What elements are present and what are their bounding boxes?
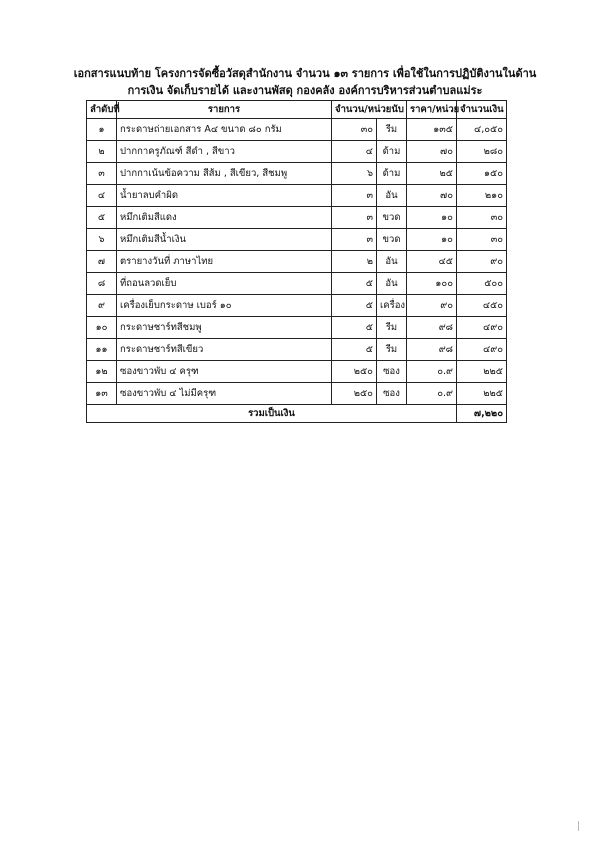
row-item-name: ซองขาวพับ ๔ ครุฑ	[117, 361, 332, 383]
row-unit: รีม	[377, 339, 407, 361]
row-unit-price: ๙๐	[407, 295, 457, 317]
row-amount: ๒๘๐	[457, 141, 507, 163]
page-corner-mark	[578, 821, 585, 831]
column-header-no: ลำดับที่	[87, 101, 117, 119]
row-unit: ด้าม	[377, 163, 407, 185]
row-amount: ๒๒๕	[457, 361, 507, 383]
table-row	[87, 141, 507, 163]
row-amount: ๒๑๐	[457, 185, 507, 207]
row-item-name: หมึกเติมสีแดง	[117, 207, 332, 229]
row-item-name: กระดาษชาร์ทสีชมพู	[117, 317, 332, 339]
row-unit-price: ๗๐	[407, 185, 457, 207]
row-unit-price: ๑๐	[407, 207, 457, 229]
table-row	[87, 251, 507, 273]
column-header-unit-price: ราคา/หน่วย	[407, 101, 457, 119]
row-unit-price: ๑๐	[407, 229, 457, 251]
row-number: ๑๓	[87, 383, 117, 405]
row-unit: อัน	[377, 185, 407, 207]
row-quantity: ๓๐	[332, 119, 377, 141]
row-amount: ๔,๐๕๐	[457, 119, 507, 141]
row-unit-price: ๙๘	[407, 317, 457, 339]
row-unit: รีม	[377, 119, 407, 141]
row-quantity: ๓	[332, 207, 377, 229]
document-title-line-1: เอกสารแนบท้าย โครงการจัดซื้อวัสดุสำนักงาน จำนวน ๑๓ รายการ เพื่อใช้ในการปฏิบัติงานในด้าน	[73, 67, 537, 80]
row-quantity: ๕	[332, 339, 377, 361]
row-number: ๙	[87, 295, 117, 317]
row-item-name: ปากกาเน้นข้อความ สีส้ม , สีเขียว, สีชมพู	[117, 163, 332, 185]
row-item-name: ตรายางวันที่ ภาษาไทย	[117, 251, 332, 273]
table-row	[87, 163, 507, 185]
row-item-name: กระดาษถ่ายเอกสาร A๔ ขนาด ๘๐ กรัม	[117, 119, 332, 141]
column-header-amount: จำนวนเงิน	[457, 101, 507, 119]
table-row	[87, 361, 507, 383]
row-number: ๗	[87, 251, 117, 273]
row-unit-price: ๑๐๐	[407, 273, 457, 295]
total-row	[87, 405, 507, 423]
row-unit: ซอง	[377, 383, 407, 405]
total-value: ๗,๒๒๐	[457, 405, 507, 423]
row-number: ๑๐	[87, 317, 117, 339]
table-row	[87, 273, 507, 295]
column-header-quantity-unit: จำนวน/หน่วยนับ	[332, 101, 407, 119]
row-number: ๒	[87, 141, 117, 163]
row-item-name: กระดาษชาร์ทสีเขียว	[117, 339, 332, 361]
row-quantity: ๖	[332, 163, 377, 185]
row-unit-price: ๙๘	[407, 339, 457, 361]
row-quantity: ๒	[332, 251, 377, 273]
row-quantity: ๒๕๐	[332, 361, 377, 383]
row-unit-price: ๔๕	[407, 251, 457, 273]
document-title-line-2: การเงิน จัดเก็บรายได้ และงานพัสดุ กองคลัง องค์การบริหารส่วนตำบลแม่ระ	[127, 84, 483, 97]
row-amount: ๓๐	[457, 229, 507, 251]
row-quantity: ๒๕๐	[332, 383, 377, 405]
table-row	[87, 207, 507, 229]
row-unit-price: ๗๐	[407, 141, 457, 163]
row-unit: ซอง	[377, 361, 407, 383]
row-amount: ๓๐	[457, 207, 507, 229]
table-row	[87, 185, 507, 207]
row-unit: ขวด	[377, 207, 407, 229]
row-number: ๓	[87, 163, 117, 185]
row-quantity: ๓	[332, 185, 377, 207]
row-amount: ๔๙๐	[457, 317, 507, 339]
row-unit-price: ๒๕	[407, 163, 457, 185]
column-header-item: รายการ	[117, 101, 332, 119]
row-number: ๑	[87, 119, 117, 141]
row-amount: ๔๙๐	[457, 339, 507, 361]
row-quantity: ๓	[332, 229, 377, 251]
row-number: ๑๒	[87, 361, 117, 383]
items-table	[86, 100, 507, 423]
row-quantity: ๕	[332, 273, 377, 295]
row-amount: ๕๐๐	[457, 273, 507, 295]
table-row	[87, 229, 507, 251]
row-number: ๕	[87, 207, 117, 229]
row-number: ๖	[87, 229, 117, 251]
table-row	[87, 295, 507, 317]
row-unit: รีม	[377, 317, 407, 339]
row-number: ๑๑	[87, 339, 117, 361]
row-item-name: เครื่องเย็บกระดาษ เบอร์ ๑๐	[117, 295, 332, 317]
table-row	[87, 119, 507, 141]
row-item-name: ที่ถอนลวดเย็บ	[117, 273, 332, 295]
row-amount: ๙๐	[457, 251, 507, 273]
table-row	[87, 317, 507, 339]
row-amount: ๔๕๐	[457, 295, 507, 317]
row-quantity: ๔	[332, 141, 377, 163]
row-unit: ด้าม	[377, 141, 407, 163]
row-unit: อัน	[377, 251, 407, 273]
row-unit: อัน	[377, 273, 407, 295]
row-item-name: ปากกาครูภัณฑ์ สีดำ , สีขาว	[117, 141, 332, 163]
row-item-name: น้ำยาลบคำผิด	[117, 185, 332, 207]
row-unit: ขวด	[377, 229, 407, 251]
total-label: รวมเป็นเงิน	[87, 405, 457, 423]
row-unit-price: ๐.๙	[407, 361, 457, 383]
table-row	[87, 383, 507, 405]
table-header-row	[87, 101, 507, 119]
row-quantity: ๕	[332, 295, 377, 317]
row-unit: เครื่อง	[377, 295, 407, 317]
row-number: ๘	[87, 273, 117, 295]
row-unit-price: ๐.๙	[407, 383, 457, 405]
row-amount: ๑๕๐	[457, 163, 507, 185]
row-unit-price: ๑๓๕	[407, 119, 457, 141]
row-quantity: ๕	[332, 317, 377, 339]
row-number: ๔	[87, 185, 117, 207]
row-item-name: ซองขาวพับ ๔ ไม่มีครุฑ	[117, 383, 332, 405]
row-item-name: หมึกเติมสีน้ำเงิน	[117, 229, 332, 251]
table-row	[87, 339, 507, 361]
row-amount: ๒๒๕	[457, 383, 507, 405]
